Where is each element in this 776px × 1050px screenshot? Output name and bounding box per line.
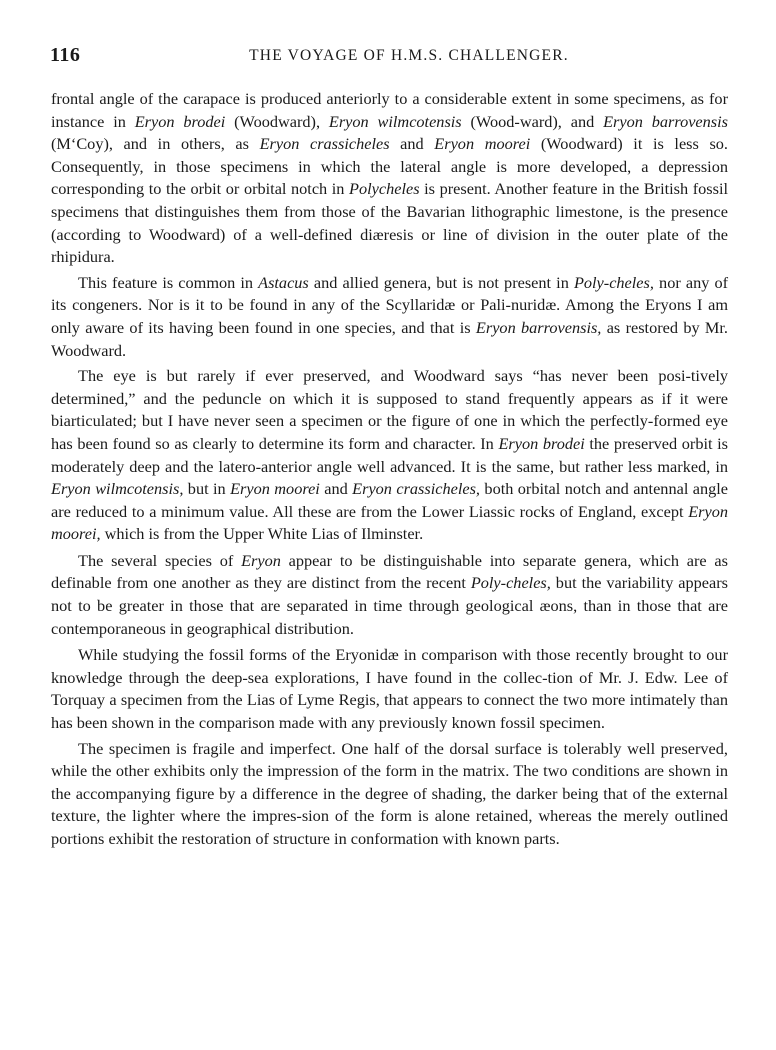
text-run: and: [389, 134, 435, 154]
text-run: (M‘Coy), and in others, as: [51, 134, 260, 154]
taxon-name: Polycheles: [349, 179, 420, 199]
taxon-name: Eryon crassicheles: [259, 134, 390, 154]
text-run: While studying the fossil forms of the Eryonidæ in comparison with those recently brought to our knowledge through the deep-sea explorations, I have found in the collec-tion of Mr. J. Edw. Lee of Torquay a specimen from the Lias of Lyme Regis, that appears to connect the two more intimately than has been shown in the comparison made with any previously known fossil specimen.: [51, 645, 728, 733]
page-body: [51, 88, 728, 851]
text-run: nor any of its congeners. Nor is it to be found in any of the Scyllaridæ or Pali-nuridæ. Among the Eryons I am only aware of its having been found in one species, and that is: [51, 272, 729, 337]
taxon-name: Eryon brodei: [498, 433, 585, 453]
text-run: as restored by Mr. Woodward.: [51, 317, 728, 360]
taxon-name: Eryon crassicheles,: [352, 479, 481, 499]
taxon-name: Eryon: [241, 550, 281, 570]
text-run: The several species of: [78, 550, 242, 570]
paragraph-1: [51, 88, 728, 269]
taxon-name: Eryon moorei,: [51, 501, 728, 544]
text-run: the preserved orbit is moderately deep and the latero-anterior angle well advanced. It is the same, but rather less marked, in: [51, 433, 728, 476]
taxon-name: Eryon brodei: [134, 111, 226, 131]
paragraph-5: [51, 644, 728, 734]
taxon-name: Astacus: [258, 272, 309, 292]
paragraph-3: [51, 365, 728, 546]
running-title: THE VOYAGE OF H.M.S. CHALLENGER.: [249, 47, 569, 64]
taxon-name: Eryon moorei: [434, 134, 531, 154]
paragraph-4: [51, 550, 728, 640]
page-number: 116: [50, 44, 81, 66]
text-run: The eye is but rarely if ever preserved, and Woodward says “has never been posi-tively determined,” and the peduncle on which it is supposed to stand frequently appears as if it were biarticulated; but I have never seen a specimen or the figure of one in which the perfectly-formed eye has been found so as clearly to determine its form and character. In: [51, 366, 728, 453]
text-run: but the variability appears not to be greater in those that are separated in time through geological æons, than in those that are contemporaneous in geographical distribution.: [51, 573, 729, 638]
text-run: (Wood-ward), and: [461, 111, 604, 131]
text-run: which is from the Upper White Lias of Ilminster.: [100, 524, 424, 544]
text-run: frontal angle of the carapace is produced anteriorly to a considerable extent in some specimens, as for instance in: [51, 89, 728, 131]
text-run: (Woodward) it is less so. Consequently, in those specimens in which the lateral angle is more developed, a depression corresponding to the orbit or orbital notch in: [51, 134, 728, 199]
text-run: This feature is common in: [78, 272, 259, 292]
text-run: both orbital notch and antennal angle are reduced to a minimum value. All these are from the Lower Liassic rocks of England, except: [51, 479, 729, 521]
text-run: and: [319, 479, 353, 499]
text-run: (Woodward),: [225, 111, 329, 131]
text-run: appear to be distinguishable into separate genera, which are as definable from one another as they are distinct from the recent: [51, 550, 728, 593]
text-run: The specimen is fragile and imperfect. One half of the dorsal surface is tolerably well preserved, while the other exhibits only the impression of the form in the matrix. The two conditions are shown in the accompanying figure by a difference in the degree of shading, the darker being that of the external texture, the lighter where the impres-sion of the form is alone retained, whereas the merely outlined portions exhibit the restoration of structure in conformation with known parts.: [51, 738, 728, 848]
taxon-name: Poly-cheles,: [573, 272, 654, 292]
paragraph-6: [51, 738, 728, 851]
page-header: [50, 44, 728, 68]
paragraph-2: [51, 272, 728, 362]
taxon-name: Eryon moorei: [230, 479, 320, 499]
taxon-name: Eryon barrovensis,: [475, 317, 602, 337]
text-run: but in: [183, 479, 231, 499]
taxon-name: Poly-cheles,: [470, 573, 551, 593]
taxon-name: Eryon wilmcotensis,: [51, 479, 184, 499]
taxon-name: Eryon barrovensis: [603, 111, 728, 131]
text-run: is present. Another feature in the British fossil specimens that distinguishes them from those of the Bavarian lithographic limestone, is the presence (according to Woodward) of a well-defined diæresis or line of division in the outer plate of the rhipidura.: [51, 179, 729, 267]
text-run: and allied genera, but is not present in: [308, 272, 574, 292]
taxon-name: Eryon wilmcotensis: [328, 111, 462, 131]
